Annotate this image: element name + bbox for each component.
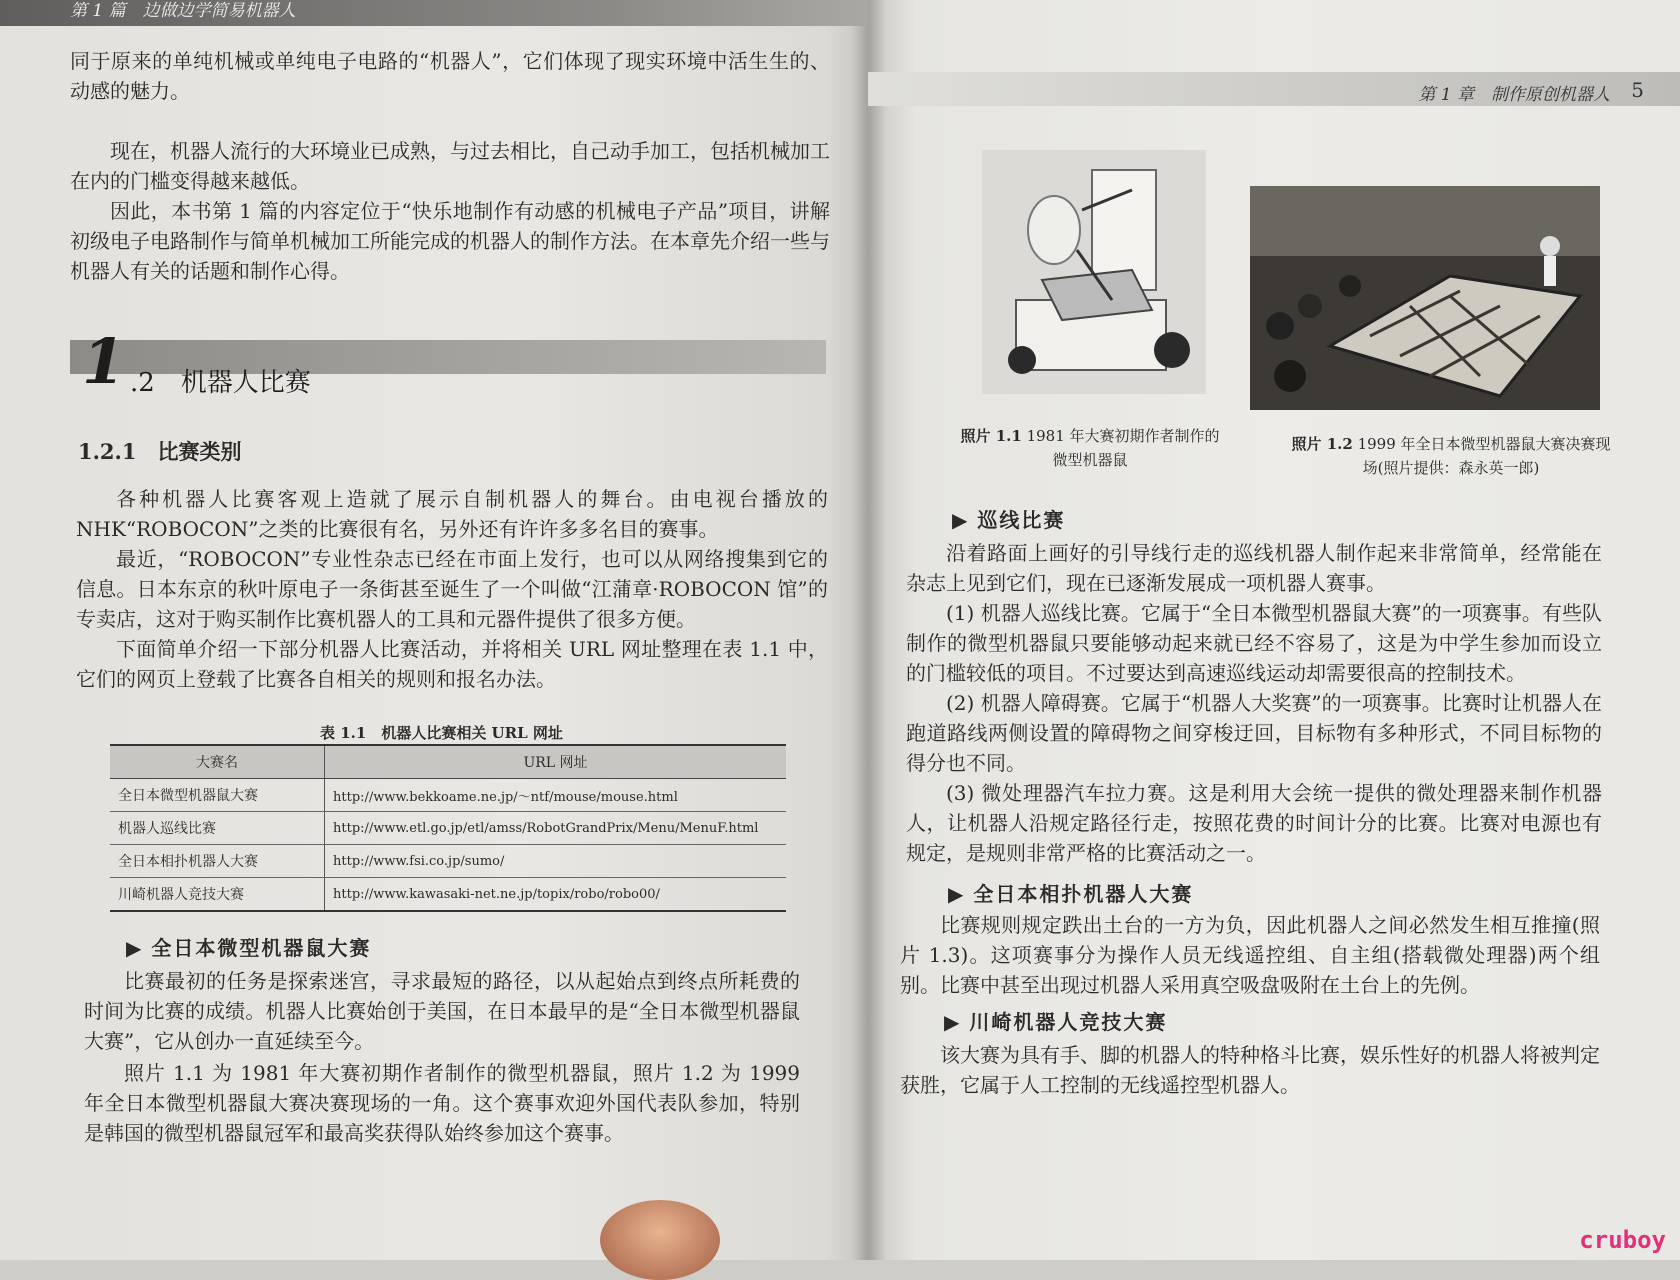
- kawasaki-heading: [944, 1006, 1167, 1035]
- triangle-bullet-icon: ▶: [948, 882, 966, 906]
- page-number: 5: [1631, 78, 1644, 102]
- table-cell-url: http://www.etl.go.jp/etl/amss/RobotGrandPrix/Menu/MenuF.html: [325, 812, 787, 845]
- robot-mouse-photo: [982, 150, 1206, 394]
- right-running-head: 第 1 章 制作原创机器人: [1418, 85, 1610, 105]
- subsection-title: 1.2.1 比赛类别: [78, 439, 242, 464]
- mouse-contest-heading: [126, 932, 371, 961]
- left-paragraph-7: 比赛最初的任务是探索迷宫，寻求最短的路径，以从起始点到终点所耗费的时间为比赛的成绩。机器人比赛始创于美国，在日本最早的是“全日本微型机器鼠大赛”，它从创办一直延续至今。: [84, 969, 800, 1053]
- right-running-head-area: [868, 42, 1680, 106]
- table-cell-name: 川崎机器人竞技大赛: [110, 878, 325, 912]
- left-paragraph-4: 各种机器人比赛客观上造就了展示自制机器人的舞台。由电视台播放的 NHK“ROBOCON”之类的比赛很有名，另外还有许许多多名目的赛事。: [76, 487, 828, 541]
- table-row: [110, 812, 786, 845]
- right-paragraph-2: (1) 机器人巡线比赛。它属于“全日本微型机器鼠大赛”的一项赛事。有些队制作的微型机器鼠只要能够动起来就已经不容易了，这是为中学生参加而设立的门槛较低的项目。不过要达到高速巡线运动却需要很高的控制技术。: [906, 601, 1602, 685]
- triangle-bullet-icon: ▶: [126, 936, 144, 960]
- book-gutter: [852, 0, 886, 1260]
- right-paragraph-4: (3) 微处理器汽车拉力赛。这是利用大会统一提供的微处理器来制作机器人，让机器人沿规定路径行走，按照花费的时间计分的比赛。比赛对电源也有规定，是规则非常严格的比赛活动之一。: [906, 781, 1602, 865]
- table-cell-url: http://www.kawasaki-net.ne.jp/topix/robo/robo00/: [325, 878, 787, 912]
- table-cell-name: 全日本微型机器鼠大赛: [110, 779, 325, 812]
- table-row: [110, 845, 786, 878]
- contest-scene-photo: [1250, 186, 1600, 410]
- line-trace-heading-text: 巡线比赛: [977, 508, 1066, 532]
- url-table: [110, 744, 786, 912]
- right-paragraph-3: (2) 机器人障碍赛。它属于“机器人大奖赛”的一项赛事。比赛时让机器人在跑道路线两侧设置的障碍物之间穿梭迂回，目标物有多种形式，不同目标物的得分也不同。: [906, 691, 1602, 775]
- table-cell-url: http://www.bekkoame.ne.jp/～ntf/mouse/mouse.html: [325, 779, 787, 812]
- sumo-heading: [948, 878, 1193, 907]
- section-number: 1: [82, 325, 126, 398]
- contest-scene-illustration: [1250, 186, 1600, 410]
- table-cell-name: 全日本相扑机器人大赛: [110, 845, 325, 878]
- kawasaki-heading-text: 川崎机器人竞技大赛: [969, 1010, 1168, 1034]
- photo2-caption: [1286, 432, 1616, 480]
- table-row: [110, 779, 786, 812]
- photo2-caption-label: 照片 1.2: [1291, 435, 1353, 453]
- right-paragraph-5: 比赛规则规定跌出土台的一方为负，因此机器人之间必然发生相互推撞(照片 1.3)。这项赛事分为操作人员无线遥控组、自主组(搭载微处理器)两个组别。比赛中甚至出现过机器人采用真空吸盘吸附在土台上的先例。: [900, 913, 1600, 997]
- table-header-url: URL 网址: [325, 745, 787, 779]
- table-header-name: 大赛名: [110, 745, 325, 779]
- watermark: cruboy: [1579, 1226, 1666, 1254]
- table-row: [110, 878, 786, 912]
- section-title: .2 机器人比赛: [130, 368, 311, 398]
- sumo-heading-text: 全日本相扑机器人大赛: [973, 882, 1194, 906]
- line-trace-heading: [952, 504, 1065, 533]
- table-header-row: [110, 745, 786, 779]
- table-cell-name: 机器人巡线比赛: [110, 812, 325, 845]
- right-paragraph-6: 该大赛为具有手、脚的机器人的特种格斗比赛，娱乐性好的机器人将被判定获胜，它属于人工控制的无线遥控型机器人。: [900, 1043, 1600, 1097]
- right-paragraph-1: 沿着路面上画好的引导线行走的巡线机器人制作起来非常简单，经常能在杂志上见到它们，现在已逐渐发展成一项机器人赛事。: [906, 541, 1602, 595]
- table-caption: 表 1.1 机器人比赛相关 URL 网址: [320, 724, 563, 742]
- left-running-head: 第 1 篇 边做边学简易机器人: [0, 0, 868, 26]
- robot-mouse-illustration: [982, 150, 1206, 394]
- mouse-contest-heading-text: 全日本微型机器鼠大赛: [151, 936, 372, 960]
- triangle-bullet-icon: ▶: [944, 1010, 962, 1034]
- triangle-bullet-icon: ▶: [952, 508, 970, 532]
- photo1-caption-text: 1981 年大赛初期作者制作的微型机器鼠: [1026, 427, 1220, 469]
- photo1-caption-label: 照片 1.1: [960, 427, 1022, 445]
- left-paragraph-6: 下面简单介绍一下部分机器人比赛活动，并将相关 URL 网址整理在表 1.1 中，它们的网页上登载了比赛各自相关的规则和报名办法。: [76, 637, 828, 691]
- photo1-caption: [960, 424, 1220, 472]
- left-paragraph-2: 现在，机器人流行的大环境业已成熟，与过去相比，自己动手加工，包括机械加工在内的门槛变得越来越低。: [70, 139, 830, 193]
- photo2-caption-text: 1999 年全日本微型机器鼠大赛决赛现场(照片提供：森永英一郎): [1357, 435, 1611, 477]
- left-paragraph-5: 最近，“ROBOCON”专业性杂志已经在市面上发行，也可以从网络搜集到它的信息。日本东京的秋叶原电子一条街甚至诞生了一个叫做“江蒲章·ROBOCON 馆”的专卖店，这对于购买制作比赛机器人的工具和元器件提供了很多方便。: [76, 547, 828, 631]
- left-paragraph-8: 照片 1.1 为 1981 年大赛初期作者制作的微型机器鼠，照片 1.2 为 1999 年全日本微型机器鼠大赛决赛现场的一角。这个赛事欢迎外国代表队参加，特别是韩国的微型机器鼠冠军和最高奖获得队始终参加这个赛事。: [84, 1061, 800, 1145]
- table-cell-url: http://www.fsi.co.jp/sumo/: [325, 845, 787, 878]
- left-paragraph-3: 因此，本书第 1 篇的内容定位于“快乐地制作有动感的机械电子产品”项目，讲解初级电子电路制作与简单机械加工所能完成的机器人的制作方法。在本章先介绍一些与机器人有关的话题和制作心得。: [70, 199, 830, 283]
- left-paragraph-1: 同于原来的单纯机械或单纯电子电路的“机器人”，它们体现了现实环境中活生生的、动感的魅力。: [70, 49, 830, 103]
- finger-shadow: [600, 1200, 720, 1280]
